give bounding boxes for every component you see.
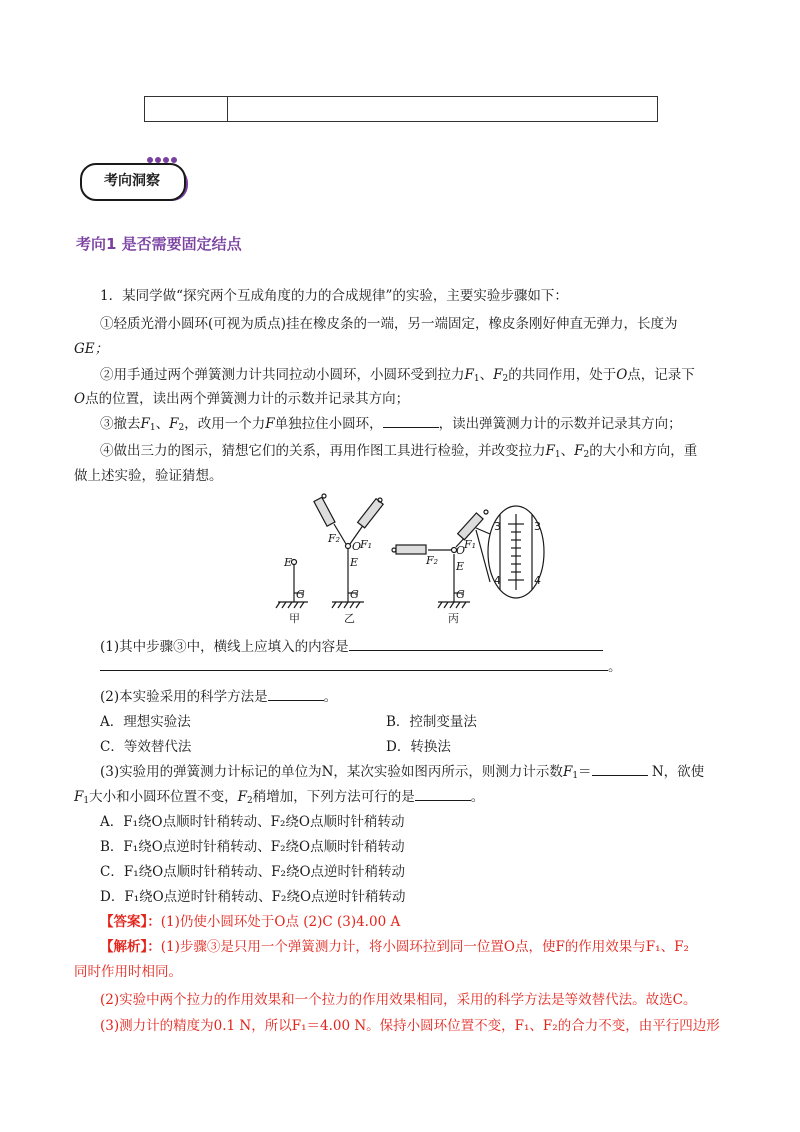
sub-question-3-end: 。 <box>470 789 485 805</box>
option-2a: A．理想实验法 <box>100 714 191 730</box>
option-2c: C．等效替代法 <box>100 739 192 755</box>
analysis-p1-a: (1)步骤③是只用一个弹簧测力计，将小圆环拉到同一位置O点，使F的作用效果与F₁、F₂ <box>160 939 689 955</box>
caption-bing: 丙 <box>448 612 459 625</box>
scale-3-right: 3 <box>534 520 541 533</box>
sub-question-3-eq: ＝ <box>578 764 592 780</box>
sub-question-3-text-c: N，欲使 <box>647 764 705 780</box>
analysis-label: 【解析】： <box>100 939 161 955</box>
experiment-figure <box>268 490 558 630</box>
answer-text: (1)仍使小圆环处于O点 (2)C (3)4.00 A <box>160 914 401 930</box>
caption-jia: 甲 <box>289 612 300 625</box>
scale-3-left: 3 <box>494 520 501 533</box>
step-2-text-c: 点，记录下 <box>627 367 695 383</box>
answer-line <box>100 911 400 933</box>
step-3-blank <box>383 413 439 428</box>
scale-4-right: 4 <box>534 574 541 587</box>
sub-question-3-text-d: 大小和小圆环位置不变， <box>89 789 238 805</box>
caption-yi: 乙 <box>344 612 355 625</box>
label-f1-yi: F₁ <box>360 538 373 551</box>
sub-question-3-line-a: (3)实验用的弹簧测力计标记的单位为N，某次实验如图丙所示，则测力计示数$F_1= N$，欲使 <box>100 761 704 783</box>
analysis-p2: (2)实验中两个拉力的作用效果和一个拉力的作用效果相同，采用的科学方法是等效替代法。故选C。 <box>100 992 697 1008</box>
label-f1-bing: F₁ <box>464 538 477 551</box>
figure-bing <box>392 506 544 608</box>
analysis-p3: (3)测力计的精度为0.1 N，所以F₁＝4.00 N。保持小圆环位置不变，F₁、F₂的合力不变，由平行四边形 <box>100 1018 720 1034</box>
sub-question-3-blank-a <box>592 761 648 776</box>
sub-question-1-blank-a <box>349 636 603 651</box>
sub-question-3-text-a: (3)实验用的弹簧测力计标记的单位为N，某次实验如图丙所示，则测力计示数 <box>100 764 563 780</box>
step-3-text-c: 单独拉住小圆环， <box>274 416 383 432</box>
sub-question-1-line-b <box>100 656 622 678</box>
sub-question-3-blank-b <box>415 786 471 801</box>
label-f2-yi: F₂ <box>328 532 341 545</box>
sub-question-2-blank <box>268 686 324 701</box>
option-3a: A．F₁绕O点顺时针稍转动、F₂绕O点顺时针稍转动 <box>100 814 405 830</box>
option-3c: C．F₁绕O点顺时针稍转动、F₂绕O点逆时针稍转动 <box>100 864 406 880</box>
header-table <box>144 96 658 122</box>
label-e-jia: E <box>284 556 293 569</box>
step-3-line: ③撤去$F_1$、$F_2$，改用一个力F单独拉住小圆环， ，读出弹簧测力计的示数并记录其方向； <box>100 413 682 435</box>
answer-label: 【答案】： <box>100 914 161 930</box>
label-o-yi: O <box>352 540 362 553</box>
option-2b: B．控制变量法 <box>386 714 477 730</box>
step-1-line-a: ①轻质光滑小圆环(可视为质点)挂在橡皮条的一端，另一端固定，橡皮条刚好伸直无弹力，长度为 <box>100 316 678 332</box>
step-2-line-b: O点的位置，读出两个弹簧测力计的示数并记录其方向； <box>74 391 410 407</box>
scale-4-left: 4 <box>494 574 501 587</box>
step-2-text-b: 的共同作用，处于 <box>508 367 617 383</box>
step-3-text-a: ③撤去 <box>100 416 141 432</box>
label-g-bing: G <box>456 588 465 601</box>
label-o-bing: O <box>456 544 466 557</box>
label-e-yi: E <box>350 556 359 569</box>
badge-label: 考向洞察 <box>104 173 160 189</box>
label-e-bing: E <box>456 560 465 573</box>
step-2-text-a: ②用手通过两个弹簧测力计共同拉动小圆环，小圆环受到拉力 <box>100 367 465 383</box>
analysis-line-1 <box>100 936 689 958</box>
sub-question-2-end: 。 <box>323 689 338 705</box>
analysis-p1-b: 同时作用时相同。 <box>74 964 182 980</box>
step-4-line-b: 做上述实验，验证猜想。 <box>74 468 223 484</box>
sub-question-1-blank-b <box>100 656 608 671</box>
step-1-line-b <box>74 338 108 360</box>
section-heading: 考向1 是否需要固定结点 <box>76 235 242 253</box>
table-divider <box>227 97 228 121</box>
label-g-yi: G <box>350 588 359 601</box>
step-4-line-a: ④做出三力的图示，猜想它们的关系，再用作图工具进行检验，并改变拉力$F_1$、$F_2$的大小和方向，重 <box>100 443 698 460</box>
sub-question-2-text: (2)本实验采用的科学方法是 <box>100 689 268 705</box>
sub-question-2 <box>100 686 337 708</box>
sub-question-1-end: 。 <box>608 659 622 675</box>
step-3-text-d: ，读出弹簧测力计的示数并记录其方向； <box>438 416 682 432</box>
step-3-text-b: ，改用一个力 <box>184 416 266 432</box>
figure-yi <box>314 494 383 608</box>
label-f2-bing: F₂ <box>426 554 439 567</box>
step-2-line-a: ②用手通过两个弹簧测力计共同拉动小圆环，小圆环受到拉力$F_1$、$F_2$的共同作用，处于O点，记录下 <box>100 367 695 384</box>
step-4-text-a: ④做出三力的图示，猜想它们的关系，再用作图工具进行检验，并改变拉力 <box>100 443 546 459</box>
step-1-ge: GE； <box>74 341 109 357</box>
sub-question-1 <box>100 636 603 658</box>
sub-question-3-line-b: $F_1$大小和小圆环位置不变，$F_2$稍增加，下列方法可行的是 。 <box>74 786 484 808</box>
option-3d: D．F₁绕O点逆时针稍转动、F₂绕O点逆时针稍转动 <box>100 889 406 905</box>
sub-question-1-text: (1)其中步骤③中，横线上应填入的内容是 <box>100 639 349 655</box>
step-2-text-d: 点的位置，读出两个弹簧测力计的示数并记录其方向； <box>85 391 410 407</box>
question-intro: 1．某同学做“探究两个互成角度的力的合成规律”的实验，主要实验步骤如下： <box>100 288 568 304</box>
label-g-jia: G <box>296 588 305 601</box>
option-3b: B．F₁绕O点逆时针稍转动、F₂绕O点顺时针稍转动 <box>100 839 405 855</box>
sub-question-3-text-e: 稍增加，下列方法可行的是 <box>252 789 415 805</box>
step-4-text-b: 的大小和方向，重 <box>589 443 698 459</box>
section-badge <box>78 155 190 201</box>
option-2d: D．转换法 <box>386 739 451 755</box>
